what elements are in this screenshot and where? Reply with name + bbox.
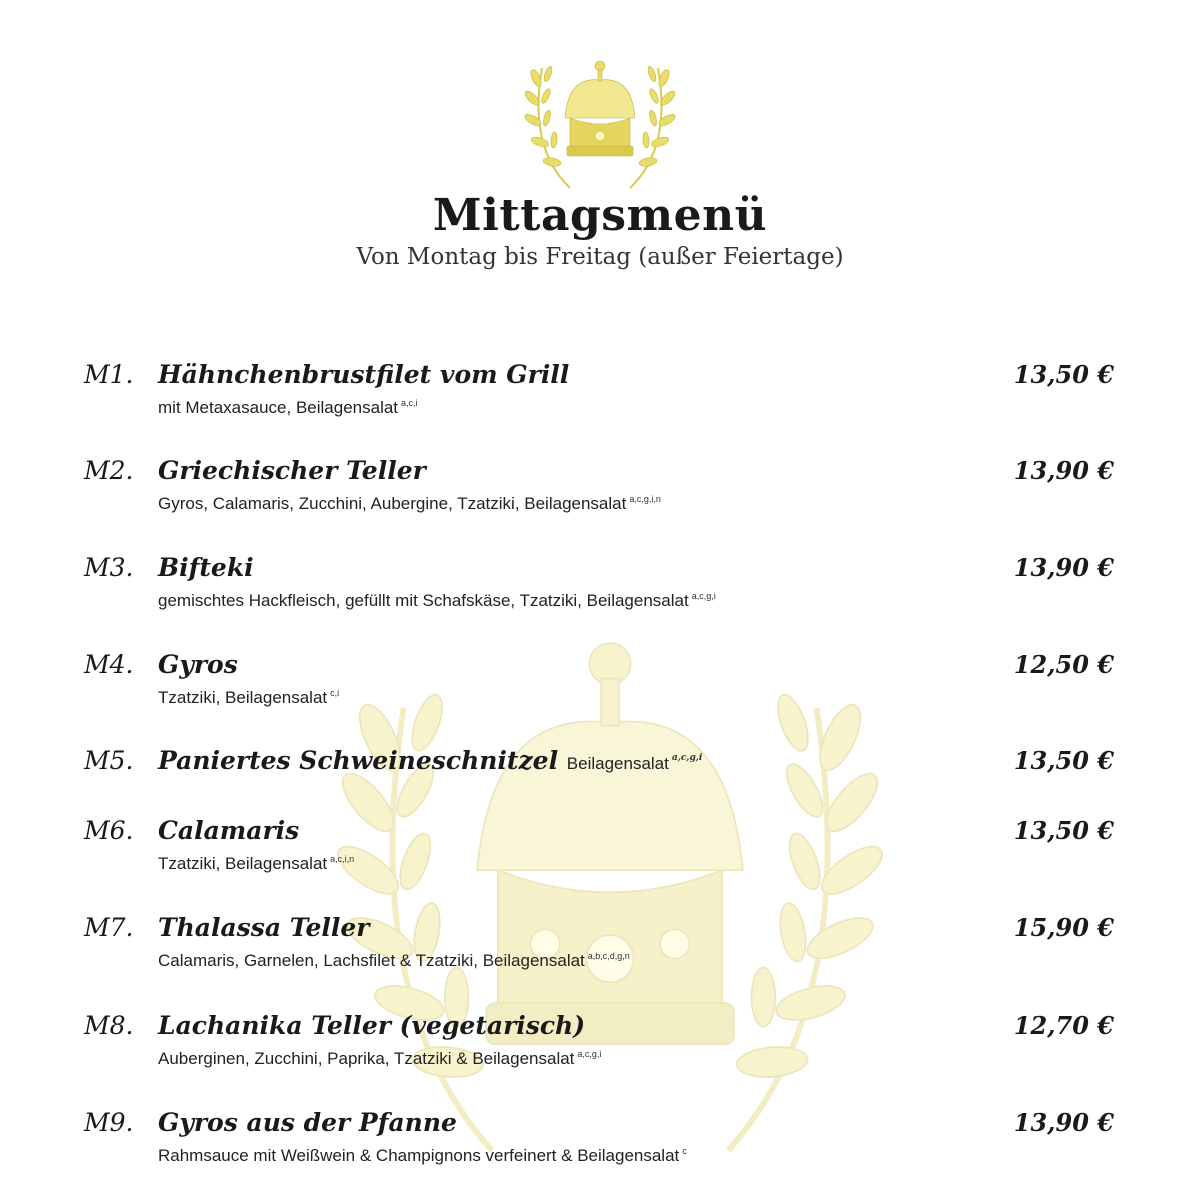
allergen-codes: a,c,g,i,n bbox=[629, 494, 661, 505]
item-price: 13,90 € bbox=[1013, 456, 1114, 485]
item-code: M8. bbox=[84, 1011, 134, 1040]
item-description bbox=[158, 398, 418, 418]
description-text: Tzatziki, Beilagensalat bbox=[158, 854, 328, 873]
page-subtitle: Von Montag bis Freitag (außer Feiertage) bbox=[356, 244, 844, 270]
item-description bbox=[158, 1049, 601, 1069]
item-code: M4. bbox=[84, 650, 134, 679]
item-price: 13,50 € bbox=[1013, 816, 1114, 845]
item-description bbox=[158, 854, 354, 874]
description-text: gemischtes Hackfleisch, gefüllt mit Schafskäse, Tzatziki, Beilagensalat bbox=[158, 591, 689, 610]
item-name: Thalassa Teller bbox=[158, 913, 370, 942]
allergen-codes: a,c,i bbox=[401, 398, 418, 409]
item-price: 13,50 € bbox=[1013, 746, 1114, 775]
item-price: 12,50 € bbox=[1013, 650, 1114, 679]
item-name: Griechischer Teller bbox=[158, 456, 426, 485]
item-name-text: Paniertes Schweineschnitzel bbox=[158, 746, 559, 775]
item-price: 13,90 € bbox=[1013, 1108, 1114, 1137]
item-name: Hähnchenbrustfilet vom Grill bbox=[158, 360, 570, 389]
item-code: M6. bbox=[84, 816, 134, 845]
item-code: M3. bbox=[84, 553, 134, 582]
description-text: Gyros, Calamaris, Zucchini, Aubergine, Tzatziki, Beilagensalat bbox=[158, 494, 627, 513]
item-name: Calamaris bbox=[158, 816, 300, 845]
item-code: M2. bbox=[84, 456, 134, 485]
item-code: M1. bbox=[84, 360, 134, 389]
item-name: Gyros aus der Pfanne bbox=[158, 1108, 457, 1137]
allergen-codes: a,c,g,i bbox=[691, 591, 716, 602]
item-name: Gyros bbox=[158, 650, 238, 679]
item-name: Bifteki bbox=[158, 553, 254, 582]
item-price: 13,50 € bbox=[1013, 360, 1114, 389]
item-price: 15,90 € bbox=[1013, 913, 1114, 942]
item-description bbox=[158, 951, 630, 971]
description-text: Rahmsauce mit Weißwein & Champignons verfeinert & Beilagensalat bbox=[158, 1146, 680, 1165]
item-description bbox=[158, 494, 661, 514]
item-description bbox=[158, 591, 716, 611]
item-inline-description: Beilagensalat bbox=[566, 754, 669, 773]
item-code: M5. bbox=[84, 746, 134, 775]
allergen-codes: c,i bbox=[330, 688, 340, 699]
item-price: 13,90 € bbox=[1013, 553, 1114, 582]
allergen-codes: a,b,c,d,g,n bbox=[587, 951, 630, 962]
item-description bbox=[158, 1146, 687, 1166]
item-name: Lachanika Teller (vegetarisch) bbox=[158, 1011, 586, 1040]
description-text: Tzatziki, Beilagensalat bbox=[158, 688, 328, 707]
description-text: mit Metaxasauce, Beilagensalat bbox=[158, 398, 399, 417]
allergen-codes: a,c,g,i bbox=[671, 752, 703, 763]
item-price: 12,70 € bbox=[1013, 1011, 1114, 1040]
allergen-codes: c bbox=[682, 1146, 687, 1157]
item-code: M7. bbox=[84, 913, 134, 942]
allergen-codes: a,c,g,i bbox=[577, 1049, 602, 1060]
item-name bbox=[158, 746, 702, 775]
item-description bbox=[158, 688, 339, 708]
allergen-codes: a,c,i,n bbox=[330, 854, 355, 865]
page-title: Mittagsmenü bbox=[432, 190, 768, 241]
item-code: M9. bbox=[84, 1108, 134, 1137]
description-text: Auberginen, Zucchini, Paprika, Tzatziki & Beilagensalat bbox=[158, 1049, 575, 1068]
description-text: Calamaris, Garnelen, Lachsfilet & Tzatziki, Beilagensalat bbox=[158, 951, 585, 970]
